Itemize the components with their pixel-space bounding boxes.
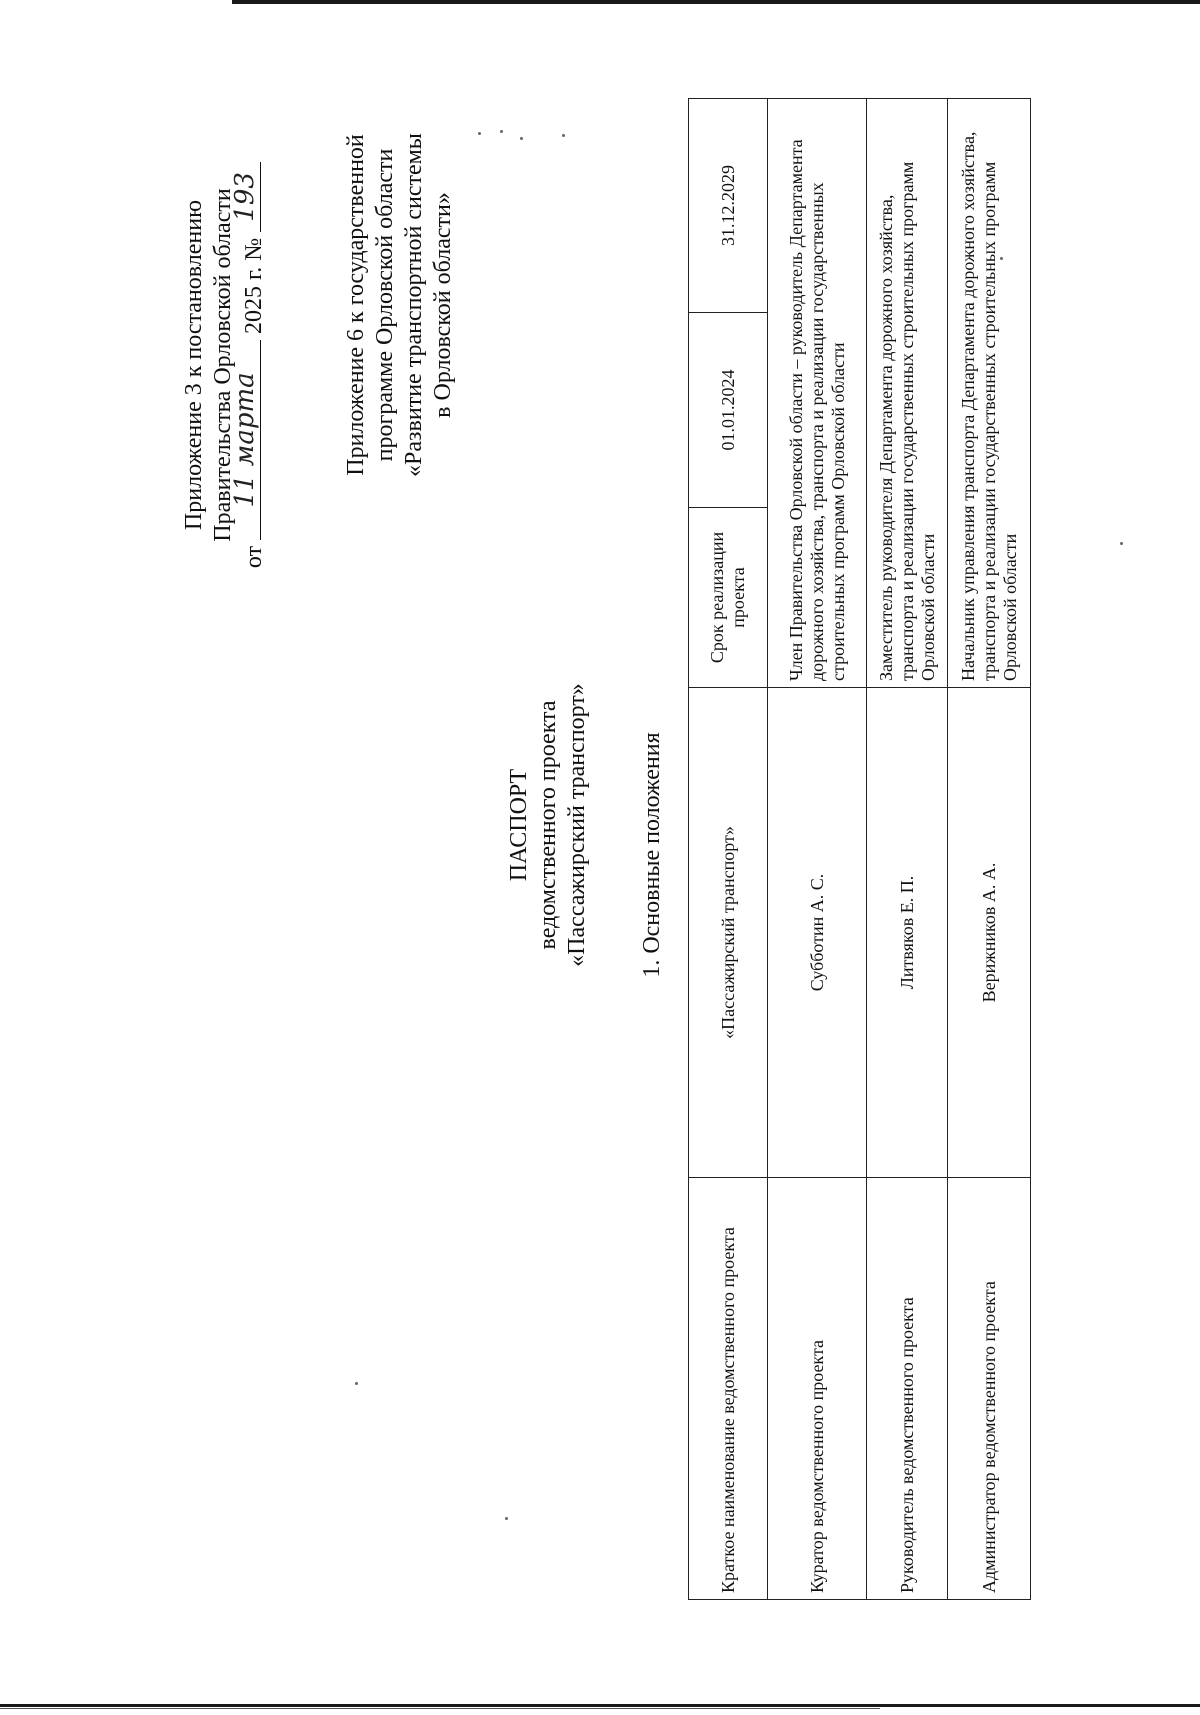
approval-date-line [230,110,269,620]
start-date: 01.01.2024 [689,313,768,508]
end-date: 31.12.2029 [689,99,768,313]
approval-line-1: Приложение 3 к постановлению [181,199,207,531]
scan-speck [1000,257,1003,260]
passport-title [505,635,592,1015]
program-ref-line-4: в Орловской области» [430,192,456,418]
table-row [867,99,948,1600]
number-field [230,162,261,232]
row-label-curator: Куратор ведомственного проекта [768,1178,867,1600]
title-sub-1: ведомственного проекта [535,700,561,950]
program-reference [342,110,458,500]
section-heading: 1. Основные положения [639,732,665,978]
scan-speck [478,132,481,135]
handwritten-number: 193 [230,172,260,222]
scan-speck [520,137,523,140]
program-ref-line-2: программе Орловской области [372,148,398,462]
approval-line-2: Правительства Орловской области [210,188,236,542]
scan-speck [500,130,503,133]
curator-name: Субботин А. С. [768,688,867,1178]
row-label-short-name: Краткое наименование ведомственного проекта [689,1178,768,1600]
leader-position: Заместитель руководителя Департамента дорожного хозяйства, транспорта и реализации государственных строительных программ Орловской области [867,99,948,688]
row-label-leader: Руководитель ведомственного проекта [867,1178,948,1600]
scan-speck [505,1517,508,1520]
from-prefix: от [241,545,267,569]
title-sub-2: «Пассажирский транспорт» [564,683,590,967]
date-field [230,340,261,540]
term-label: Срок реализации проекта [689,508,768,688]
scan-speck [562,134,565,137]
table-row [948,99,1031,1600]
curator-position: Член Правительства Орловской области – руководитель Департамента дорожного хозяйства, транспорта и реализации государственных строительных программ Орловской области [768,99,867,688]
leader-name: Литвяков Е. П. [867,688,948,1178]
row-label-administrator: Администратор ведомственного проекта [948,1178,1031,1600]
title-main: ПАСПОРТ [506,768,532,882]
handwritten-date: 11 марта [230,372,260,508]
table-row [689,99,768,1600]
scan-speck [355,1382,358,1385]
scan-speck [1120,542,1123,545]
main-provisions-table [688,98,1031,1600]
table-row [768,99,867,1600]
year-text: 2025 г. № [241,237,267,334]
approval-block [180,110,269,620]
program-ref-line-1: Приложение 6 к государственной [343,134,369,476]
administrator-name: Верижников А. А. [948,688,1031,1178]
administrator-position: Начальник управления транспорта Департамента дорожного хозяйства, транспорта и реализации государственных строительных программ Орловской области [948,99,1031,688]
program-ref-line-3: «Развитие транспортной системы [401,133,427,477]
project-short-name: «Пассажирский транспорт» [689,688,768,1178]
